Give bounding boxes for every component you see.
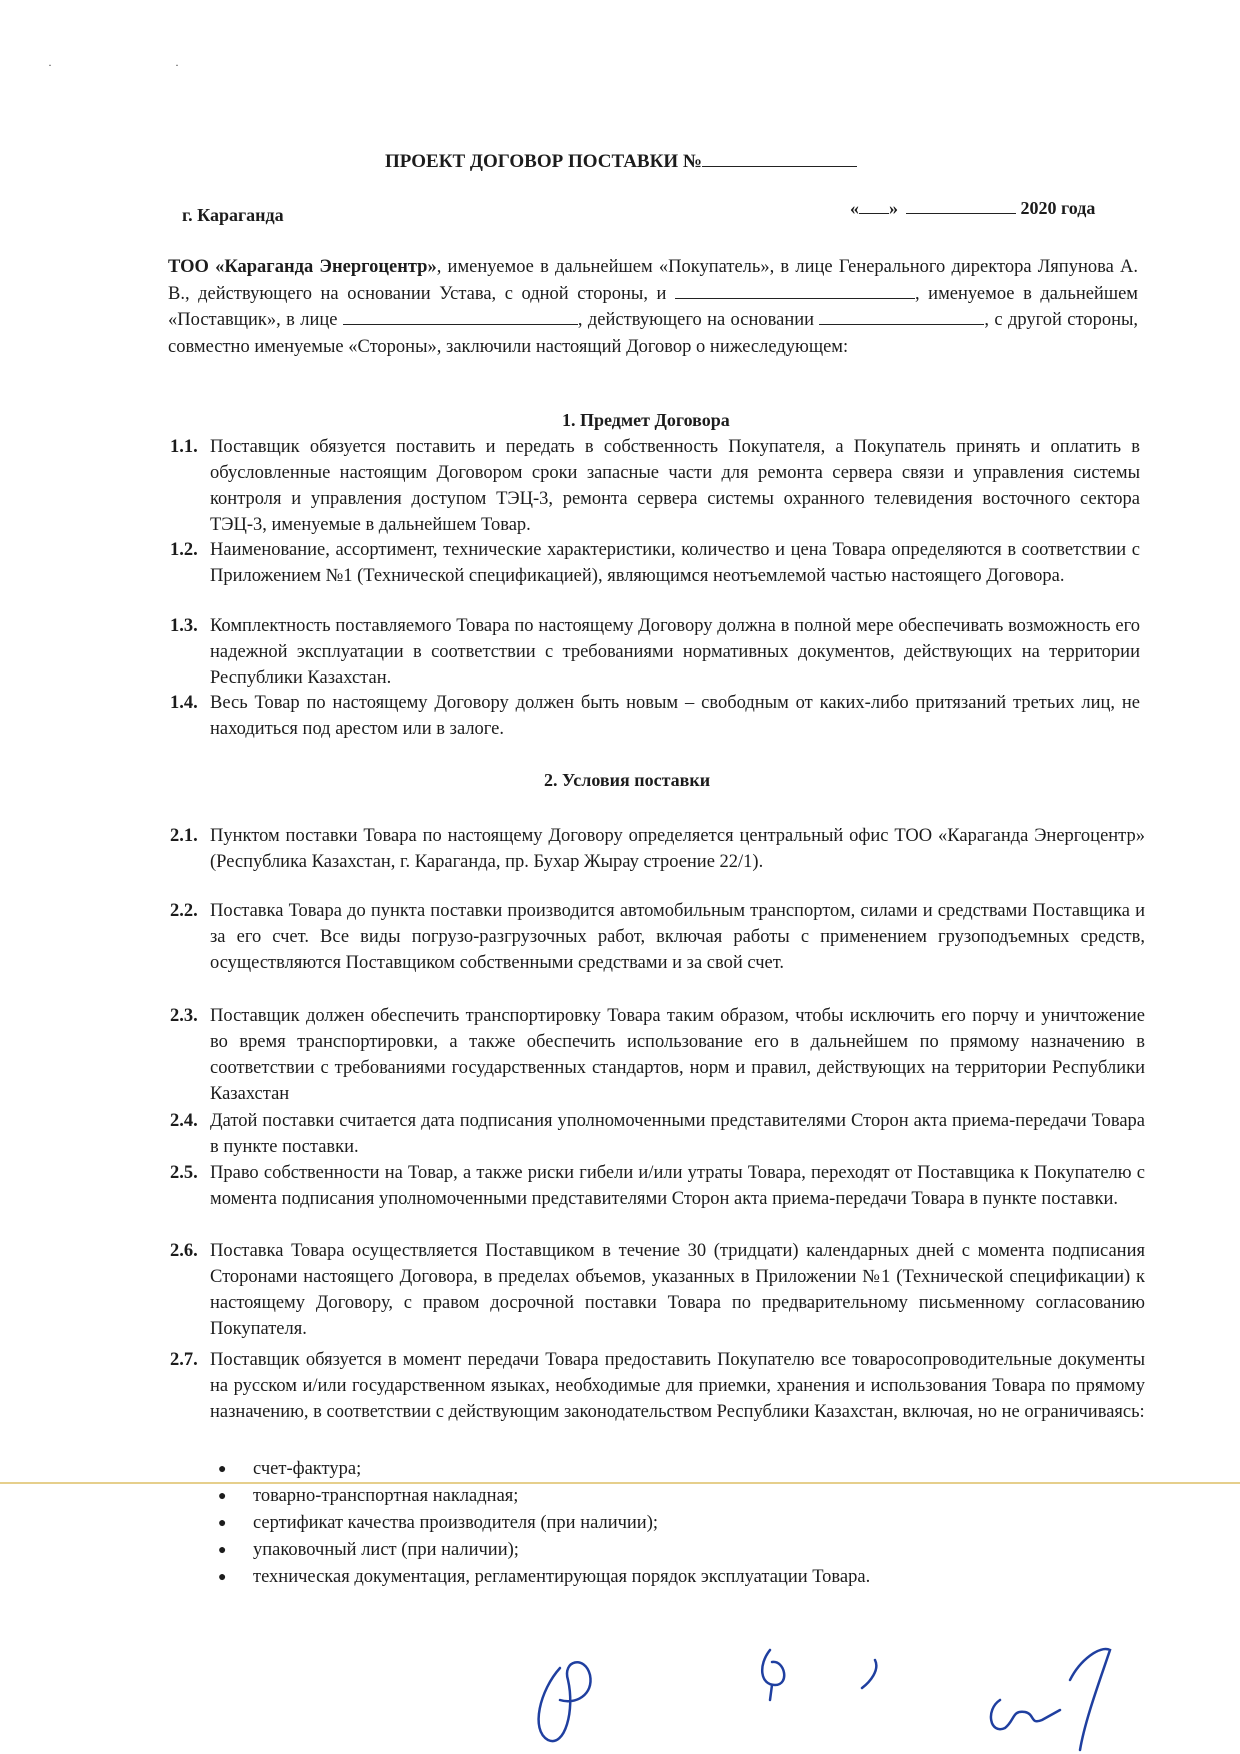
day-blank [859, 197, 889, 214]
basis-blank [819, 309, 984, 325]
clause-number: 2.2. [170, 901, 198, 921]
clause-text: Право собственности на Товар, а также риски гибели и/или утраты Товара, переходят от Поставщика к Покупателю с момента подписания уполномоченными представителями Сторон акта приема-передачи Товара в пункте поставки. [210, 1163, 1145, 1209]
date-year: 2020 года [1020, 198, 1096, 218]
bullet-icon: ● [218, 1462, 227, 1477]
list-item-text: техническая документация, регламентирующая порядок эксплуатации Товара. [253, 1567, 871, 1587]
supplier-name-blank [675, 283, 915, 299]
list-item-text: товарно-транспортная накладная; [253, 1486, 519, 1506]
clause-2-1 [170, 823, 1145, 875]
document-list [218, 1456, 870, 1591]
clause-number: 2.1. [170, 826, 198, 846]
signature-3 [991, 1649, 1110, 1750]
list-item [218, 1537, 870, 1564]
list-item-text: упаковочный лист (при наличии); [253, 1540, 519, 1560]
clause-2-6 [170, 1238, 1145, 1342]
clause-text: Датой поставки считается дата подписания уполномоченными представителями Сторон акта приема-передачи Товара в пункте поставки. [210, 1111, 1145, 1157]
intro-text-1: , именуемое в дальнейшем «Покупатель», в лице Генерального директора Ляпунова А. В., действующего на основании Устава, с одной стороны, и [168, 257, 1139, 304]
clause-2-7 [170, 1347, 1145, 1425]
clause-text: Весь Товар по настоящему Договору должен быть новым – свободным от каких-либо притязаний третьих лиц, не находиться под арестом или в залоге. [210, 693, 1140, 739]
signature-1 [539, 1662, 591, 1741]
scan-specks: · · [48, 58, 239, 72]
clause-number: 1.2. [170, 540, 198, 560]
section-2-heading: 2. Условия поставки [544, 770, 711, 790]
intro-text-4: действующего на основании [587, 310, 815, 330]
list-item-text: сертификат качества производителя (при наличии); [253, 1513, 659, 1533]
supplier-rep-blank [343, 309, 578, 325]
clause-2-4 [170, 1108, 1145, 1160]
clause-number: 2.7. [170, 1350, 198, 1370]
clause-text: Поставка Товара осуществляется Поставщиком в течение 30 (тридцати) календарных дней с момента подписания Сторонами настоящего Договора, в пределах объемов, указанных в Приложении №1 (Технической спецификации) к настоящему Договору, с правом досрочной поставки Товара по предварительному письменному согласованию Покупателя. [210, 1241, 1145, 1339]
clause-1-1 [170, 434, 1140, 538]
list-item [218, 1510, 870, 1537]
clause-text: Пунктом поставки Товара по настоящему Договору определяется центральный офис ТОО «Караганда Энергоцентр» (Республика Казахстан, г. Караганда, пр. Бухар Жырау строение 22/1). [210, 826, 1145, 872]
clause-1-4 [170, 690, 1140, 742]
clause-number: 1.1. [170, 437, 198, 457]
clause-text: Поставщик обязуется поставить и передать в собственность Покупателя, а Покупатель принять и оплатить в обусловленные настоящим Договором сроки запасные части для ремонта сервера связи и управления системы контроля и управления доступом ТЭЦ-3, ремонта сервера системы охранного телевидения восточного сектора ТЭЦ-3, именуемые в дальнейшем Товар. [210, 437, 1140, 535]
signature-2 [762, 1650, 876, 1700]
clause-number: 2.6. [170, 1241, 198, 1261]
clause-number: 2.3. [170, 1006, 198, 1026]
clause-text: Наименование, ассортимент, технические характеристики, количество и цена Товара определяются в соответствии с Приложением №1 (Технической спецификацией), являющимся неотъемлемой частью настоящего Договора. [210, 540, 1140, 586]
clause-number: 2.4. [170, 1111, 198, 1131]
clause-number: 1.3. [170, 616, 198, 636]
bullet-icon: ● [218, 1570, 227, 1585]
document-title [385, 148, 857, 173]
list-item [218, 1483, 870, 1510]
list-item-text: счет-фактура; [253, 1459, 362, 1479]
clause-text: Поставщик должен обеспечить транспортировку Товара таким образом, чтобы исключить его порчу и уничтожение во время транспортировки, а также обеспечить использование его в дальнейшем по прямому назначению в соответствии с требованиями государственных стандартов, норм и правил, действующих на территории Республики Казахстан [210, 1006, 1145, 1104]
clause-number: 1.4. [170, 693, 198, 713]
contract-date [850, 197, 1095, 219]
title-text: ПРОЕКТ ДОГОВОР ПОСТАВКИ № [385, 151, 703, 172]
month-blank [906, 197, 1016, 214]
intro-paragraph [168, 254, 1138, 360]
clause-number: 2.5. [170, 1163, 198, 1183]
section-1-heading: 1. Предмет Договора [562, 410, 730, 430]
clause-text: Поставка Товара до пункта поставки производится автомобильным транспортом, силами и средствами Поставщика и за его счет. Все виды погрузо-разгрузочных работ, включая работы с применением грузоподъемных средств, осуществляются Поставщиком собственными средствами и за свой счет. [210, 901, 1145, 973]
clause-2-5 [170, 1160, 1145, 1212]
buyer-company: ТОО «Караганда Энергоцентр» [168, 257, 437, 277]
intro-text-2: , именуемое в дальнейшем «Поставщик», в лице [168, 283, 1138, 330]
clause-text: Комплектность поставляемого Товара по настоящему Договору должна в полной мере обеспечивать возможность его надежной эксплуатации в соответствии с требованиями нормативных документов, действующих на территории Республики Казахстан. [210, 616, 1140, 688]
signatures [0, 1640, 1240, 1754]
bullet-icon: ● [218, 1516, 227, 1531]
city: г. Караганда [182, 205, 284, 225]
clause-2-3 [170, 1003, 1145, 1107]
bullet-icon: ● [218, 1543, 227, 1558]
clause-1-2 [170, 537, 1140, 589]
bullet-icon: ● [218, 1489, 227, 1504]
clause-1-3 [170, 613, 1140, 691]
date-close-quote: » [889, 198, 898, 218]
list-item [218, 1564, 870, 1591]
clause-text: Поставщик обязуется в момент передачи Товара предоставить Покупателю все товаросопроводительные документы на русском и/или государственном языках, необходимые для приемки, хранения и использования Товара по прямому назначению, в соответствии с действующим законодательством Республики Казахстан, включая, но не ограничиваясь: [210, 1350, 1145, 1422]
date-open-quote: « [850, 198, 859, 218]
list-item [218, 1456, 870, 1483]
contract-number-blank [702, 148, 857, 167]
clause-2-2 [170, 898, 1145, 976]
intro-text-5: , с другой стороны, совместно именуемые «Стороны», заключили настоящий Договор о нижеследующем: [168, 310, 1139, 357]
intro-text-3: , [577, 310, 583, 330]
